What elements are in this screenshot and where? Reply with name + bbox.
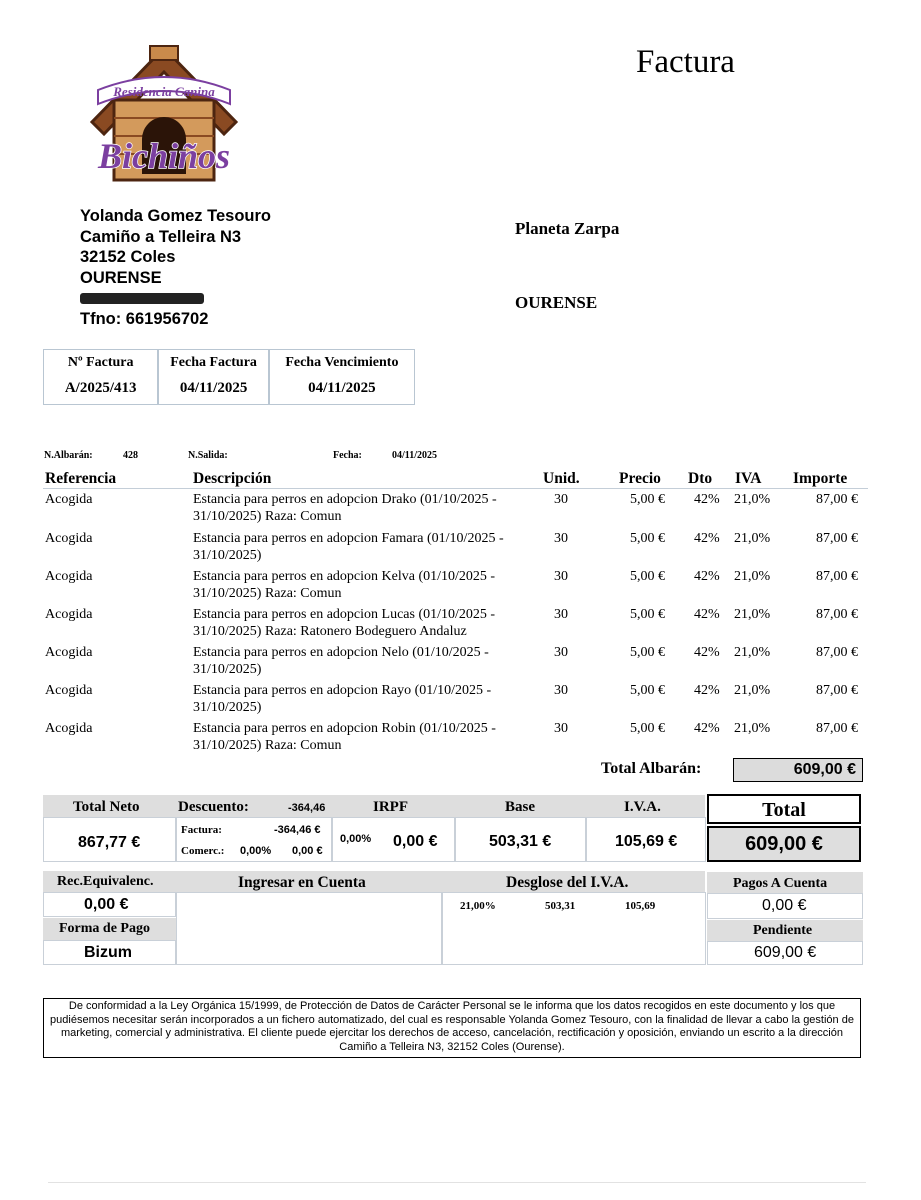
rec-equiv-cell — [43, 892, 176, 917]
factura-discount: -364,46 € — [274, 824, 321, 836]
row-desc: Estancia para perros en adopcion Lucas (01/10/2025 - 31/10/2025) Raza: Ratonero Bodeguero Andaluz — [193, 607, 496, 639]
logo-tagline: Residencia Canina — [113, 84, 215, 99]
issuer-address: Camiño a Telleira N3 — [80, 227, 242, 246]
iva-value: 105,69 € — [615, 833, 678, 850]
pagos-header — [707, 872, 863, 893]
header-descripcion: Descripción — [193, 470, 272, 487]
invoice-date: 04/11/2025 — [179, 380, 248, 396]
total-albaran-box — [733, 758, 863, 782]
row-ref: Acogida — [45, 683, 93, 698]
rec-equiv-value: 0,00 € — [84, 896, 129, 913]
row-dto: 42% — [694, 607, 720, 622]
logo-brand: Bichiños — [97, 136, 231, 176]
base-cell — [455, 817, 586, 862]
total-label-box — [707, 794, 861, 824]
albaran-date-label: Fecha: — [333, 450, 362, 461]
ingresar-cell — [176, 892, 442, 965]
row-dto: 42% — [694, 569, 720, 584]
row-importe: 87,00 € — [816, 531, 858, 546]
issuer-name: Yolanda Gomez Tesouro — [80, 207, 271, 225]
row-unid: 30 — [554, 683, 568, 698]
row-precio: 5,00 € — [630, 607, 665, 622]
row-iva: 21,0% — [734, 492, 771, 507]
row-iva: 21,0% — [734, 645, 771, 660]
iva-cell — [586, 817, 706, 862]
row-importe: 87,00 € — [816, 645, 858, 660]
invoice-number-label: Nº Factura — [67, 355, 134, 370]
row-unid: 30 — [554, 645, 568, 660]
row-iva: 21,0% — [734, 721, 771, 736]
salida-label: N.Salida: — [188, 450, 228, 461]
lines-table-header — [43, 469, 868, 489]
row-iva: 21,0% — [734, 607, 771, 622]
base-label: Base — [505, 799, 535, 815]
ingresar-label: Ingresar en Cuenta — [238, 874, 366, 891]
row-ref: Acogida — [45, 721, 93, 736]
irpf-value: 0,00 € — [393, 833, 438, 850]
row-precio: 5,00 € — [630, 645, 665, 660]
row-iva: 21,0% — [734, 531, 771, 546]
client-name: Planeta Zarpa — [515, 219, 620, 238]
albaran-number: 428 — [123, 450, 138, 461]
albaran-date: 04/11/2025 — [392, 450, 438, 461]
iva-label: I.V.A. — [624, 799, 661, 815]
row-desc: Estancia para perros en adopcion Kelva (01/10/2025 - 31/10/2025) Raza: Comun — [193, 569, 496, 601]
issuer-block — [80, 206, 271, 329]
comerc-value: 0,00 € — [292, 845, 323, 857]
issuer-nif-redacted — [80, 288, 271, 309]
comerc-pct: 0,00% — [240, 845, 272, 857]
row-desc: Estancia para perros en adopcion Famara (01/10/2025 - 31/10/2025) — [193, 531, 504, 563]
row-unid: 30 — [554, 531, 568, 546]
row-desc: Estancia para perros en adopcion Rayo (01/10/2025 - 31/10/2025) — [193, 683, 492, 715]
row-dto: 42% — [694, 531, 720, 546]
row-ref: Acogida — [45, 531, 93, 546]
row-precio: 5,00 € — [630, 569, 665, 584]
desglose-label: Desglose del I.V.A. — [506, 874, 629, 891]
page-divider — [48, 1182, 866, 1183]
row-precio: 5,00 € — [630, 492, 665, 507]
row-ref: Acogida — [45, 607, 93, 622]
legal-notice: De conformidad a la Ley Orgánica 15/1999, de Protección de Datos de Carácter Personal se le informa que los datos recogidos en este documento y los que pudiésemos necesitar serán incorporados a un fichero automatizado, del cual es responsable Yolanda Gomez Tesouro, con la finalidad de llevar a cabo la gestión de marketing, comercial y administrativa. El cliente puede ejercitar los derechos de acceso, cancelación, rectificación y oposición, enviando un escrito a la dirección Camiño a Telleira N3, 32152 Coles (Ourense). — [43, 998, 861, 1058]
header-importe: Importe — [793, 470, 848, 487]
invoice-number-col — [44, 350, 159, 404]
base-value: 503,31 € — [489, 833, 552, 850]
row-unid: 30 — [554, 721, 568, 736]
comerc-label: Comerc.: — [181, 845, 225, 857]
pagos-value: 0,00 € — [762, 897, 807, 914]
pendiente-cell — [707, 941, 863, 965]
total-value-box — [707, 826, 861, 862]
row-importe: 87,00 € — [816, 569, 858, 584]
descuento-cell — [176, 817, 332, 862]
total-value: 609,00 € — [745, 833, 823, 855]
row-dto: 42% — [694, 645, 720, 660]
invoice-date-col — [159, 350, 269, 404]
row-iva: 21,0% — [734, 569, 771, 584]
row-precio: 5,00 € — [630, 721, 665, 736]
redaction-bar — [80, 293, 204, 304]
forma-pago-label: Forma de Pago — [59, 921, 150, 936]
invoice-number: A/2025/413 — [64, 380, 137, 396]
row-dto: 42% — [694, 721, 720, 736]
header-referencia: Referencia — [45, 470, 117, 487]
invoice-header-box — [43, 349, 415, 405]
forma-pago-cell — [43, 940, 176, 965]
row-ref: Acogida — [45, 569, 93, 584]
descuento-value: -364,46 — [288, 802, 326, 814]
invoice-due: 04/11/2025 — [308, 380, 376, 396]
row-iva: 21,0% — [734, 683, 771, 698]
pagos-label: Pagos A Cuenta — [733, 876, 828, 891]
invoice-due-label: Fecha Vencimiento — [285, 355, 399, 370]
row-importe: 87,00 € — [816, 683, 858, 698]
issuer-postal: 32152 Coles — [80, 248, 176, 266]
header-dto: Dto — [688, 470, 713, 487]
total-neto-label: Total Neto — [73, 799, 140, 815]
pendiente-label: Pendiente — [753, 923, 813, 938]
desglose-pct: 21,00% — [460, 900, 496, 912]
rec-equiv-label: Rec.Equivalenc. — [57, 874, 154, 889]
irpf-pct: 0,00% — [340, 833, 372, 845]
row-unid: 30 — [554, 569, 568, 584]
row-importe: 87,00 € — [816, 607, 858, 622]
total-neto-value: 867,77 € — [78, 834, 141, 851]
forma-pago-value: Bizum — [84, 944, 132, 961]
pendiente-header — [707, 920, 863, 941]
document-title: Factura — [636, 44, 735, 80]
client-city: OURENSE — [515, 293, 598, 312]
row-ref: Acogida — [45, 645, 93, 660]
header-iva: IVA — [735, 470, 762, 487]
header-unid: Unid. — [543, 470, 580, 487]
total-albaran-value: 609,00 € — [793, 761, 856, 778]
row-desc: Estancia para perros en adopcion Robin (01/10/2025 - 31/10/2025) Raza: Comun — [193, 721, 496, 753]
pagos-cell — [707, 893, 863, 919]
total-label: Total — [762, 799, 806, 821]
issuer-city: OURENSE — [80, 268, 162, 287]
forma-pago-header — [43, 918, 176, 940]
issuer-phone: Tfno: 661956702 — [80, 309, 209, 328]
row-precio: 5,00 € — [630, 531, 665, 546]
factura-label: Factura: — [181, 824, 222, 836]
row-importe: 87,00 € — [816, 492, 858, 507]
company-logo — [84, 44, 244, 194]
pendiente-value: 609,00 € — [754, 944, 817, 961]
desglose-base: 503,31 — [545, 900, 576, 912]
row-precio: 5,00 € — [630, 683, 665, 698]
descuento-label: Descuento: — [178, 799, 249, 815]
row-unid: 30 — [554, 607, 568, 622]
row-dto: 42% — [694, 492, 720, 507]
desglose-cell — [442, 892, 706, 965]
row-importe: 87,00 € — [816, 721, 858, 736]
albaran-number-label: N.Albarán: — [44, 450, 93, 461]
irpf-label: IRPF — [373, 799, 408, 815]
row-ref: Acogida — [45, 492, 93, 507]
row-desc: Estancia para perros en adopcion Nelo (01/10/2025 - 31/10/2025) — [193, 645, 489, 677]
invoice-date-label: Fecha Factura — [170, 355, 257, 370]
header-precio: Precio — [619, 470, 661, 487]
irpf-cell — [332, 817, 455, 862]
row-dto: 42% — [694, 683, 720, 698]
total-neto-cell — [43, 817, 176, 862]
invoice-due-col — [270, 350, 414, 404]
row-unid: 30 — [554, 492, 568, 507]
desglose-iva: 105,69 — [625, 900, 656, 912]
row-desc: Estancia para perros en adopcion Drako (01/10/2025 - 31/10/2025) Raza: Comun — [193, 492, 497, 524]
total-albaran-label: Total Albarán: — [601, 760, 702, 777]
